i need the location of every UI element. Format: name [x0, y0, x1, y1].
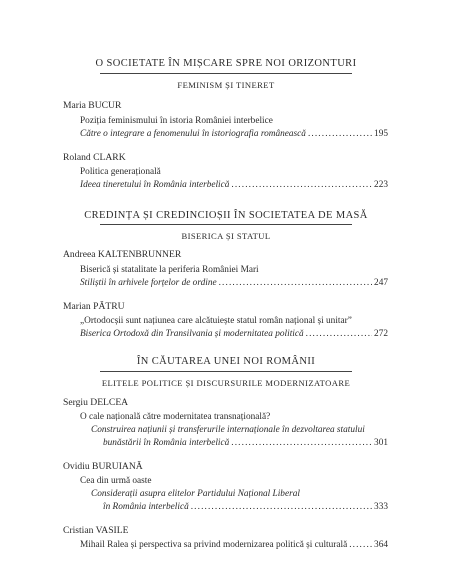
entry-author: Roland CLARK	[63, 152, 126, 163]
section-3-divider	[100, 371, 352, 372]
entry-subtitle-cont: bunăstării în România interbelică	[103, 438, 230, 448]
section-3-title: ÎN CĂUTAREA UNEI NOI ROMÂNII	[136, 356, 316, 367]
entry-author: Ovidiu BURUIANĂ	[63, 461, 143, 472]
page-number: 301	[374, 438, 388, 448]
entry-subtitle-cont: în România interbelică	[103, 502, 189, 512]
entry-title: Politica generațională	[80, 167, 161, 177]
entry-subtitle: Ideea tineretului în România interbelică	[80, 180, 230, 190]
entry-subtitle: Stiliștii în arhivele forțelor de ordine	[80, 278, 217, 288]
dot-leader	[308, 129, 372, 139]
entry-author: Maria BUCUR	[63, 100, 122, 111]
entry-subtitle: Construirea națiunii și transferurile internaționale în dezvoltarea statului	[91, 425, 365, 435]
section-2-divider	[100, 224, 352, 225]
entry-subtitle: Considerații asupra elitelor Partidului Național Liberal	[91, 489, 300, 499]
section-2-title: CREDINȚA ȘI CREDINCIOȘII ÎN SOCIETATEA DE MASĂ	[84, 210, 368, 221]
dot-leader	[349, 540, 372, 550]
section-3-subtitle: ELITELE POLITICE ȘI DISCURSURILE MODERNIZATOARE	[101, 378, 351, 388]
entry-title: Cea din urmă oaste	[80, 476, 152, 486]
entry-author: Andreea KALTENBRUNNER	[63, 249, 182, 260]
dot-leader	[219, 278, 372, 288]
entry-title: Poziția feminismului în istoria României interbelice	[80, 116, 273, 126]
toc-entry-line[interactable]	[103, 438, 388, 448]
dot-leader	[231, 438, 372, 448]
toc-entry-line[interactable]	[80, 540, 388, 550]
section-2-subtitle: BISERICA ȘI STATUL	[181, 231, 271, 241]
toc-entry-line[interactable]	[80, 329, 388, 339]
page-number: 223	[374, 180, 388, 190]
entry-title: Mihail Ralea și perspectiva sa privind modernizarea politică și culturală	[80, 540, 348, 550]
dot-leader	[306, 329, 372, 339]
entry-author: Marian PĂTRU	[63, 301, 125, 312]
section-1-divider	[100, 73, 352, 74]
toc-entry-line[interactable]	[103, 502, 388, 512]
page-number: 364	[374, 540, 388, 550]
entry-title: Biserică și statalitate la periferia României Mari	[80, 265, 259, 275]
entry-title: O cale națională către modernitatea transnațională?	[80, 412, 271, 422]
page-number: 195	[374, 129, 388, 139]
page-number: 333	[374, 502, 388, 512]
entry-author: Cristian VASILE	[63, 525, 129, 536]
entry-title: „Ortodocșii sunt națiunea care alcătuiește statul român național și unitar”	[80, 316, 352, 326]
toc-entry-line[interactable]	[80, 129, 388, 139]
dot-leader	[231, 180, 372, 190]
section-1-subtitle: FEMINISM ȘI TINERET	[177, 80, 275, 90]
page-number: 272	[374, 329, 388, 339]
toc-entry-line[interactable]	[80, 278, 388, 288]
entry-subtitle: Către o integrare a fenomenului în istoriografia românească	[80, 129, 306, 139]
section-1-title: O SOCIETATE ÎN MIȘCARE SPRE NOI ORIZONTURI	[95, 58, 357, 69]
dot-leader	[191, 502, 372, 512]
toc-entry-line[interactable]	[80, 180, 388, 190]
page-number: 247	[374, 278, 388, 288]
entry-author: Sergiu DELCEA	[63, 397, 129, 408]
entry-subtitle: Biserica Ortodoxă din Transilvania și modernitatea politică	[80, 329, 304, 339]
